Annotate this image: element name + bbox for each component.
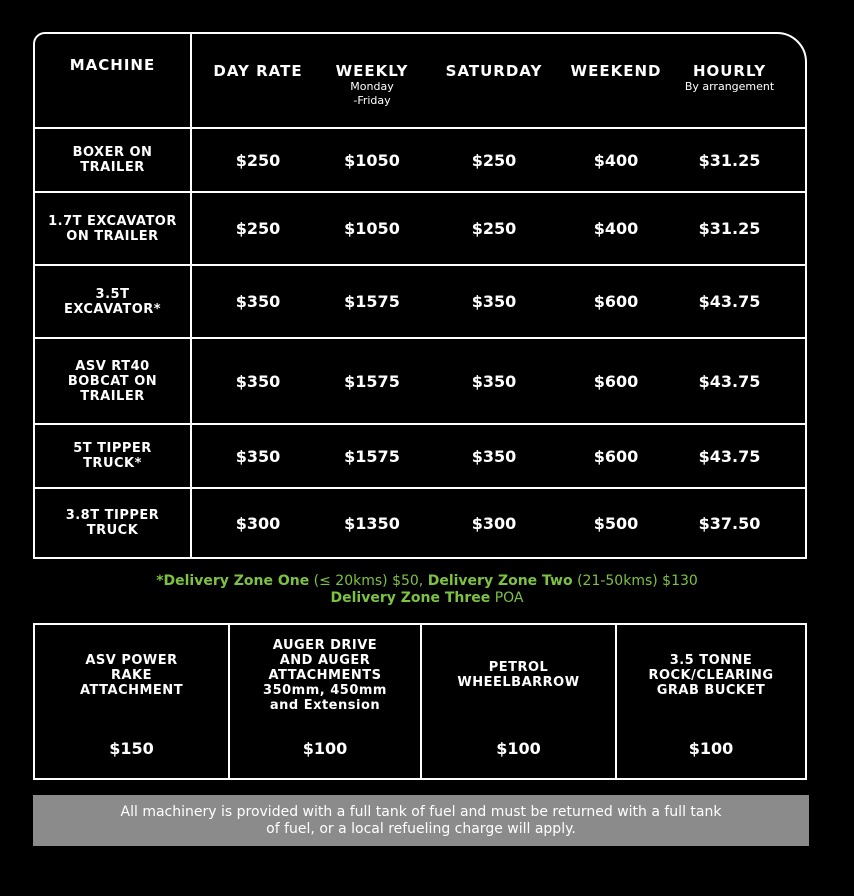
- table-row: [35, 191, 805, 264]
- weekly-value: $1050: [344, 150, 400, 170]
- header-weekly: [324, 34, 420, 127]
- zone-two-detail: (21-50kms) $130: [572, 573, 698, 589]
- attachment-cell: [420, 625, 615, 778]
- hourly-value: $37.50: [698, 513, 761, 533]
- table-row: [35, 487, 805, 557]
- saturday-value: $350: [471, 292, 517, 311]
- header-weekend: [568, 34, 664, 127]
- header-saturday: [420, 34, 568, 127]
- attachment-price: $100: [302, 739, 348, 758]
- hourly-value: $31.25: [698, 219, 761, 238]
- weekly-value: $1575: [344, 371, 400, 391]
- weekly-value: $1050: [344, 219, 400, 238]
- machine-name: 3.8T TIPPER TRUCK: [35, 489, 192, 557]
- day-rate-value: $300: [235, 513, 281, 533]
- zone-one-label: *Delivery Zone One: [156, 573, 310, 589]
- table-row: [35, 337, 805, 423]
- hourly-value: $43.75: [698, 292, 761, 311]
- weekly-value: $1350: [344, 513, 400, 533]
- table-row: [35, 264, 805, 337]
- saturday-value: $250: [471, 150, 517, 170]
- weekend-value: $400: [593, 150, 639, 170]
- header-day-rate: [192, 34, 324, 127]
- attachment-name: 3.5 TONNE ROCK/CLEARING GRAB BUCKET: [648, 652, 774, 698]
- attachment-name: AUGER DRIVE AND AUGER ATTACHMENTS 350mm, 450mm and Extension: [263, 637, 387, 713]
- header-machine: [35, 34, 192, 127]
- day-rate-value: $250: [235, 150, 281, 170]
- hire-rates-table: [33, 32, 807, 559]
- delivery-zones-line-2: [0, 590, 854, 607]
- saturday-value: $300: [471, 513, 517, 533]
- attachment-price: $150: [109, 739, 154, 758]
- header-saturday-label: SATURDAY: [445, 62, 543, 80]
- attachment-name: PETROL WHEELBARROW: [457, 660, 580, 690]
- delivery-zones-note: [0, 573, 854, 607]
- machine-name: ASV RT40 BOBCAT ON TRAILER: [35, 339, 192, 423]
- weekly-value: $1575: [344, 292, 400, 311]
- header-machine-label: MACHINE: [69, 56, 156, 74]
- header-weekly-sub: Monday -Friday: [350, 80, 394, 107]
- attachment-cell: [35, 625, 228, 778]
- weekend-value: $500: [593, 513, 639, 533]
- attachment-price: $100: [688, 739, 734, 758]
- header-hourly-sub: By arrangement: [684, 80, 775, 93]
- table-row: [35, 423, 805, 487]
- fuel-policy-note: All machinery is provided with a full tank of fuel and must be returned with a full tank of fuel, or a local refueling charge will apply.: [33, 795, 809, 846]
- zone-three-label: Delivery Zone Three: [330, 590, 491, 606]
- weekly-value: $1575: [344, 446, 400, 466]
- zone-two-label: Delivery Zone Two: [427, 573, 573, 589]
- attachments-table: [33, 623, 807, 780]
- attachment-cell: [228, 625, 420, 778]
- attachment-name: ASV POWER RAKE ATTACHMENT: [79, 652, 184, 698]
- day-rate-value: $350: [235, 371, 281, 391]
- header-day-rate-label: DAY RATE: [213, 62, 303, 80]
- day-rate-value: $350: [235, 446, 281, 466]
- machine-name: 1.7T EXCAVATOR ON TRAILER: [35, 193, 192, 264]
- day-rate-value: $250: [235, 219, 281, 238]
- hourly-value: $43.75: [698, 371, 761, 391]
- day-rate-value: $350: [235, 292, 281, 311]
- saturday-value: $250: [471, 219, 517, 238]
- table-header-row: [35, 34, 805, 127]
- delivery-zones-line-1: [0, 573, 854, 590]
- saturday-value: $350: [471, 446, 517, 466]
- attachment-price: $100: [496, 739, 541, 758]
- machine-name: 3.5T EXCAVATOR*: [35, 266, 192, 337]
- weekend-value: $600: [593, 371, 639, 391]
- header-hourly: [664, 34, 795, 127]
- hourly-value: $43.75: [698, 446, 761, 466]
- zone-one-detail: (≤ 20kms) $50,: [309, 573, 428, 589]
- weekend-value: $600: [593, 292, 639, 311]
- machine-name: 5T TIPPER TRUCK*: [35, 425, 192, 487]
- header-weekly-label: WEEKLY: [335, 62, 409, 80]
- table-row: [35, 127, 805, 191]
- weekend-value: $400: [593, 219, 639, 238]
- machine-name: BOXER ON TRAILER: [35, 129, 192, 191]
- header-weekend-label: WEEKEND: [570, 62, 662, 80]
- weekend-value: $600: [593, 446, 639, 466]
- saturday-value: $350: [471, 371, 517, 391]
- hourly-value: $31.25: [698, 150, 761, 170]
- attachment-cell: [615, 625, 805, 778]
- zone-three-detail: POA: [490, 590, 524, 606]
- header-hourly-label: HOURLY: [692, 62, 767, 80]
